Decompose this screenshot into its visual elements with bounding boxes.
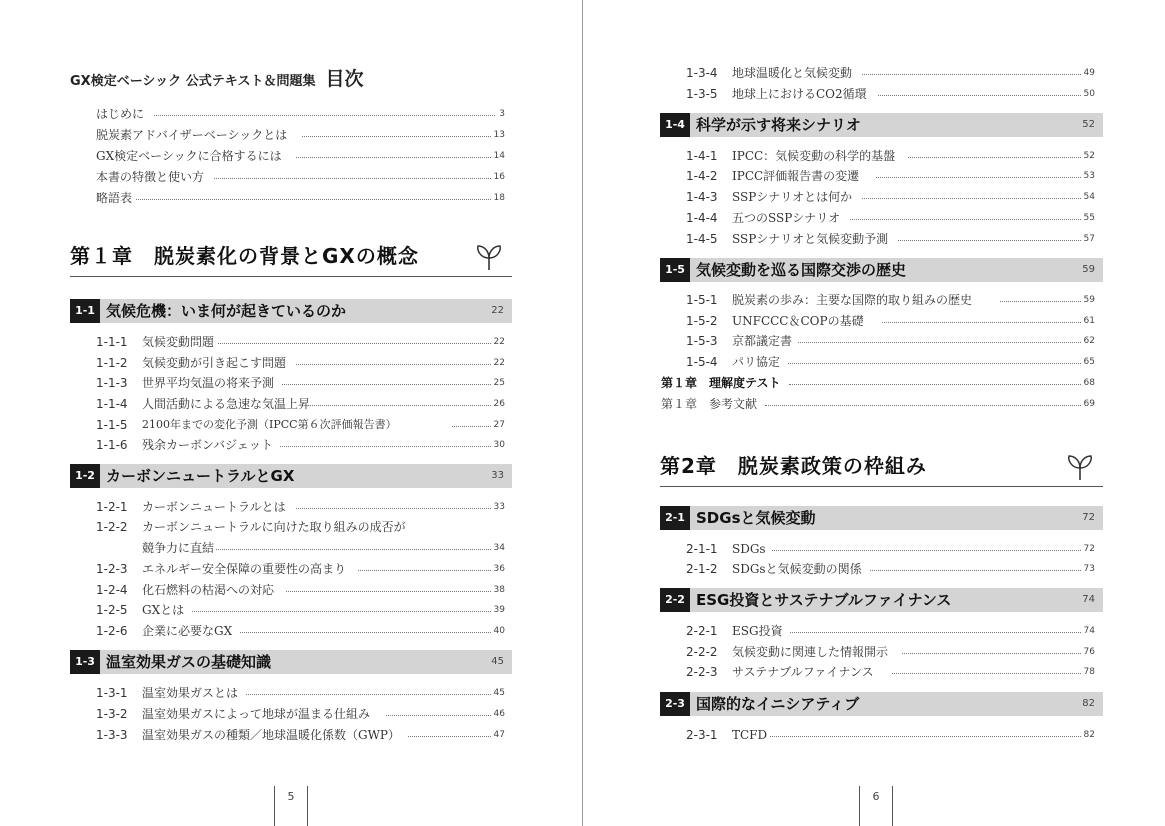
leader-dots <box>296 157 491 158</box>
leader-dots <box>908 157 1081 158</box>
entry-page: 36 <box>493 564 505 574</box>
entry-number: 1-2-2 <box>96 520 128 534</box>
entry-number: 1-3-4 <box>686 66 718 80</box>
entry-title-cont: 競争力に直結 <box>142 541 215 555</box>
entry-number: 1-2-6 <box>96 624 128 638</box>
entry-title: 温室効果ガスによって地球が温まる仕組み <box>142 707 371 721</box>
entry-page: 72 <box>1083 544 1095 554</box>
section-page: 22 <box>491 305 504 316</box>
leader-dots <box>892 673 1081 674</box>
sprout-icon <box>474 242 504 272</box>
entry-page: 53 <box>1083 171 1095 181</box>
toc-entry-chapter1-refs[interactable] <box>661 394 1095 414</box>
book-title <box>70 64 363 91</box>
right-page <box>583 0 1165 826</box>
entry-number: 1-3-5 <box>686 87 718 101</box>
leader-dots <box>1000 301 1081 302</box>
section-page: 82 <box>1082 698 1095 709</box>
page-number-text: 6 <box>872 790 880 803</box>
leader-dots <box>789 384 1081 385</box>
leader-dots <box>136 199 491 200</box>
leader-dots <box>902 653 1081 654</box>
toc-entry-2-1-2[interactable] <box>686 559 1095 579</box>
entry-page: 61 <box>1083 316 1095 326</box>
toc-entry-intro[interactable] <box>96 104 505 124</box>
toc-entry-1-4-5[interactable] <box>686 229 1095 249</box>
entry-page: 76 <box>1083 647 1095 657</box>
leader-dots <box>282 384 491 385</box>
entry-number: 1-4-3 <box>686 190 718 204</box>
toc-entry-1-1-1[interactable] <box>96 332 505 352</box>
toc-entry-1-1-3[interactable] <box>96 373 505 393</box>
entry-title: 地球温暖化と気候変動 <box>732 66 853 80</box>
entry-title: 本書の特徴と使い方 <box>96 170 205 184</box>
entry-title: SDGsと気候変動の関係 <box>732 562 862 576</box>
toc-entry-1-2-3[interactable] <box>96 559 505 579</box>
section-page: 59 <box>1082 264 1095 275</box>
entry-page: 39 <box>493 605 505 615</box>
entry-title: 地球上におけるCO2循環 <box>732 87 867 101</box>
entry-page: 65 <box>1083 357 1095 367</box>
section-1-2[interactable] <box>70 464 512 488</box>
entry-page: 34 <box>493 543 505 553</box>
book-title-text: GX検定ベーシック 公式テキスト＆問題集 <box>70 74 316 89</box>
toc-entry-1-2-1[interactable] <box>96 497 505 517</box>
entry-title: GXとは <box>142 603 185 617</box>
leader-dots <box>358 570 491 571</box>
entry-number: 1-4-4 <box>686 211 718 225</box>
entry-title: 温室効果ガスの種類／地球温暖化係数（GWP） <box>142 728 400 742</box>
entry-number: 1-3-2 <box>96 707 128 721</box>
entry-title: 気候変動が引き起こす問題 <box>142 356 287 370</box>
toc-entry-1-4-4[interactable] <box>686 208 1095 228</box>
entry-page: 73 <box>1083 564 1095 574</box>
entry-title: 世界平均気温の将来予測 <box>142 376 275 390</box>
section-page: 74 <box>1082 594 1095 605</box>
section-page: 33 <box>491 470 504 481</box>
section-number: 2-3 <box>660 692 690 716</box>
entry-title: 五つのSSPシナリオ <box>732 211 841 225</box>
section-title: 国際的なイニシアティブ <box>696 695 860 713</box>
section-number: 2-2 <box>660 588 690 612</box>
entry-page: 22 <box>493 337 505 347</box>
entry-number: 1-4-5 <box>686 232 718 246</box>
entry-page: 68 <box>1083 378 1095 388</box>
entry-number: 1-2-3 <box>96 562 128 576</box>
leader-dots <box>770 736 1081 737</box>
leader-dots <box>790 632 1081 633</box>
entry-title: 第１章 理解度テスト <box>661 376 781 390</box>
toc-entry-abbr[interactable] <box>96 188 505 208</box>
entry-title: カーボンニュートラルに向けた取り組みの成否が <box>142 520 406 534</box>
entry-page: 69 <box>1083 399 1095 409</box>
leader-dots <box>386 715 491 716</box>
leader-dots <box>870 570 1081 571</box>
sprout-icon <box>1065 452 1095 482</box>
entry-number: 1-5-1 <box>686 293 718 307</box>
toc-entry-advisor[interactable] <box>96 125 505 145</box>
entry-title: エネルギー安全保障の重要性の高まり <box>142 562 347 576</box>
leader-dots <box>218 343 491 344</box>
toc-entry-1-5-2[interactable] <box>686 311 1095 331</box>
entry-title: 残余カーボンバジェット <box>142 438 273 452</box>
entry-title: パリ協定 <box>732 355 781 369</box>
toc-entry-features[interactable] <box>96 167 505 187</box>
leader-dots <box>862 198 1081 199</box>
toc-entry-1-3-2[interactable] <box>96 704 505 724</box>
entry-number: 1-3-3 <box>96 728 128 742</box>
leader-dots <box>798 342 1081 343</box>
entry-page: 50 <box>1083 89 1095 99</box>
section-1-5[interactable] <box>660 258 1103 282</box>
leader-dots <box>452 426 491 427</box>
toc-entry-1-4-3[interactable] <box>686 187 1095 207</box>
leader-dots <box>192 611 491 612</box>
toc-entry-1-2-2-cont[interactable] <box>96 538 505 558</box>
entry-number: 1-4-1 <box>686 149 718 163</box>
page-number-text: 5 <box>287 790 295 803</box>
toc-entry-1-1-4[interactable] <box>96 394 505 414</box>
entry-number: 1-1-2 <box>96 356 128 370</box>
entry-number: 1-5-3 <box>686 334 718 348</box>
toc-entry-1-1-5[interactable] <box>96 415 505 435</box>
section-title: ESG投資とサステナブルファイナンス <box>696 591 952 609</box>
leader-dots <box>408 736 491 737</box>
leader-dots <box>240 632 491 633</box>
toc-entry-1-2-2[interactable] <box>96 517 505 537</box>
entry-number: 1-1-4 <box>96 397 128 411</box>
leader-dots <box>296 508 491 509</box>
entry-page: 57 <box>1083 234 1095 244</box>
toc-entry-1-5-3[interactable] <box>686 331 1095 351</box>
section-page: 72 <box>1082 512 1095 523</box>
entry-page: 30 <box>493 440 505 450</box>
entry-title: GX検定ベーシックに合格するには <box>96 149 282 163</box>
entry-page: 59 <box>1083 295 1095 305</box>
leader-dots <box>216 549 491 550</box>
entry-page: 27 <box>493 420 505 430</box>
entry-title: カーボンニュートラルとは <box>142 500 286 514</box>
entry-title: 脱炭素アドバイザーベーシックとは <box>96 128 288 142</box>
entry-title: ESG投資 <box>732 624 783 638</box>
entry-page: 13 <box>493 130 505 140</box>
entry-number: 2-2-1 <box>686 624 718 638</box>
section-number: 1-1 <box>70 299 100 323</box>
entry-page: 52 <box>1083 151 1095 161</box>
entry-page: 3 <box>499 109 505 119</box>
entry-title: 気候変動に関連した情報開示 <box>732 645 889 659</box>
section-title: SDGsと気候変動 <box>696 509 816 527</box>
leader-dots <box>850 219 1081 220</box>
entry-title: 2100年までの変化予測（IPCC第６次評価報告書） <box>142 418 397 431</box>
entry-page: 55 <box>1083 213 1095 223</box>
section-1-1[interactable] <box>70 299 512 323</box>
section-page: 45 <box>491 656 504 667</box>
toc-heading: 目次 <box>325 68 364 90</box>
section-number: 1-4 <box>660 113 690 137</box>
entry-page: 62 <box>1083 336 1095 346</box>
toc-entry-1-3-5[interactable] <box>686 84 1095 104</box>
entry-number: 2-1-2 <box>686 562 718 576</box>
leader-dots <box>154 115 495 116</box>
leader-dots <box>214 178 491 179</box>
section-2-1[interactable] <box>660 506 1103 530</box>
entry-title: 化石燃料の枯渇への対応 <box>142 583 275 597</box>
entry-page: 14 <box>493 151 505 161</box>
toc-entry-chapter1-test[interactable] <box>661 373 1095 393</box>
entry-page: 40 <box>493 626 505 636</box>
section-number: 1-3 <box>70 650 100 674</box>
entry-page: 22 <box>493 358 505 368</box>
entry-title: 気候変動問題 <box>142 335 215 349</box>
section-number: 2-1 <box>660 506 690 530</box>
section-2-2[interactable] <box>660 588 1103 612</box>
entry-page: 26 <box>493 399 505 409</box>
leader-dots <box>876 177 1081 178</box>
entry-number: 1-2-5 <box>96 603 128 617</box>
entry-title: 脱炭素の歩み：主要な国際的取り組みの歴史 <box>732 293 973 307</box>
page-number-left <box>274 786 308 826</box>
entry-number: 2-1-1 <box>686 542 718 556</box>
leader-dots <box>286 591 491 592</box>
entry-title: IPCC評価報告書の変遷 <box>732 169 860 183</box>
toc-entry-1-2-4[interactable] <box>96 580 505 600</box>
entry-page: 74 <box>1083 626 1095 636</box>
entry-page: 25 <box>493 378 505 388</box>
entry-page: 49 <box>1083 68 1095 78</box>
section-2-3[interactable] <box>660 692 1103 716</box>
left-page <box>0 0 582 826</box>
entry-page: 78 <box>1083 667 1095 677</box>
section-title: 温室効果ガスの基礎知識 <box>106 653 272 671</box>
entry-title: SSPシナリオと気候変動予測 <box>732 232 889 246</box>
section-1-3[interactable] <box>70 650 512 674</box>
entry-title: 企業に必要なGX <box>142 624 233 638</box>
leader-dots <box>308 405 491 406</box>
entry-number: 1-2-1 <box>96 500 128 514</box>
leader-dots <box>898 240 1081 241</box>
chapter-title: 第１章 脱炭素化の背景とGXの概念 <box>70 244 419 268</box>
toc-entry-1-1-2[interactable] <box>96 353 505 373</box>
toc-entry-1-4-2[interactable] <box>686 166 1095 186</box>
entry-page: 38 <box>493 585 505 595</box>
leader-dots <box>878 95 1081 96</box>
entry-page: 33 <box>493 502 505 512</box>
toc-entry-2-3-1[interactable] <box>686 725 1095 745</box>
leader-dots <box>862 74 1081 75</box>
chapter-1-heading[interactable] <box>70 236 512 277</box>
entry-title: SDGs <box>732 542 766 556</box>
toc-entry-2-2-3[interactable] <box>686 662 1095 682</box>
entry-page: 54 <box>1083 192 1095 202</box>
entry-page: 16 <box>493 172 505 182</box>
toc-entry-2-2-2[interactable] <box>686 642 1095 662</box>
section-title: 気候変動を巡る国際交渉の歴史 <box>696 261 907 279</box>
entry-number: 1-1-6 <box>96 438 128 452</box>
section-title: カーボンニュートラルとGX <box>106 467 295 485</box>
entry-page: 45 <box>493 688 505 698</box>
page-number-right <box>859 786 893 826</box>
entry-title: TCFD <box>732 728 768 742</box>
entry-title: 温室効果ガスとは <box>142 686 239 700</box>
toc-entry-1-4-1[interactable] <box>686 146 1095 166</box>
entry-title: UNFCCC＆COPの基礎 <box>732 314 864 328</box>
entry-title: IPCC：気候変動の科学的基盤 <box>732 149 896 163</box>
section-title: 科学が示す将来シナリオ <box>696 116 861 134</box>
chapter-title: 第2章 脱炭素政策の枠組み <box>660 454 927 478</box>
entry-title: 略語表 <box>96 191 133 205</box>
toc-entry-2-2-1[interactable] <box>686 621 1095 641</box>
toc-entry-1-2-5[interactable] <box>96 600 505 620</box>
entry-title: 人間活動による急速な気温上昇 <box>142 397 311 411</box>
entry-page: 82 <box>1083 730 1095 740</box>
entry-number: 2-3-1 <box>686 728 718 742</box>
entry-page: 46 <box>493 709 505 719</box>
toc-entry-2-1-1[interactable] <box>686 539 1095 559</box>
leader-dots <box>246 694 491 695</box>
toc-entry-1-5-1[interactable] <box>686 290 1095 310</box>
section-1-4[interactable] <box>660 113 1103 137</box>
entry-title: はじめに <box>96 107 145 121</box>
entry-page: 18 <box>493 193 505 203</box>
section-number: 1-2 <box>70 464 100 488</box>
toc-entry-1-3-4[interactable] <box>686 63 1095 83</box>
entry-number: 2-2-3 <box>686 665 718 679</box>
leader-dots <box>280 446 491 447</box>
toc-entry-1-1-6[interactable] <box>96 435 505 455</box>
toc-entry-1-5-4[interactable] <box>686 352 1095 372</box>
entry-title: サステナブルファイナンス <box>732 665 874 679</box>
entry-number: 2-2-2 <box>686 645 718 659</box>
section-number: 1-5 <box>660 258 690 282</box>
section-page: 52 <box>1082 119 1095 130</box>
entry-page: 47 <box>493 730 505 740</box>
entry-number: 1-2-4 <box>96 583 128 597</box>
leader-dots <box>788 363 1081 364</box>
toc-entry-1-3-3[interactable] <box>96 725 505 745</box>
toc-entry-1-3-1[interactable] <box>96 683 505 703</box>
toc-entry-pass[interactable] <box>96 146 505 166</box>
leader-dots <box>296 364 491 365</box>
leader-dots <box>772 550 1081 551</box>
entry-number: 1-5-2 <box>686 314 718 328</box>
entry-title: 京都議定書 <box>732 334 793 348</box>
entry-number: 1-4-2 <box>686 169 718 183</box>
entry-title: 第１章 参考文献 <box>661 397 758 411</box>
entry-number: 1-1-3 <box>96 376 128 390</box>
entry-number: 1-1-1 <box>96 335 128 349</box>
entry-title: SSPシナリオとは何か <box>732 190 853 204</box>
entry-number: 1-3-1 <box>96 686 128 700</box>
leader-dots <box>882 322 1081 323</box>
toc-entry-1-2-6[interactable] <box>96 621 505 641</box>
entry-number: 1-5-4 <box>686 355 718 369</box>
leader-dots <box>302 136 491 137</box>
entry-number: 1-1-5 <box>96 418 128 432</box>
chapter-2-heading[interactable] <box>660 446 1103 487</box>
section-title: 気候危機：いま何が起きているのか <box>106 302 347 320</box>
leader-dots <box>765 405 1081 406</box>
